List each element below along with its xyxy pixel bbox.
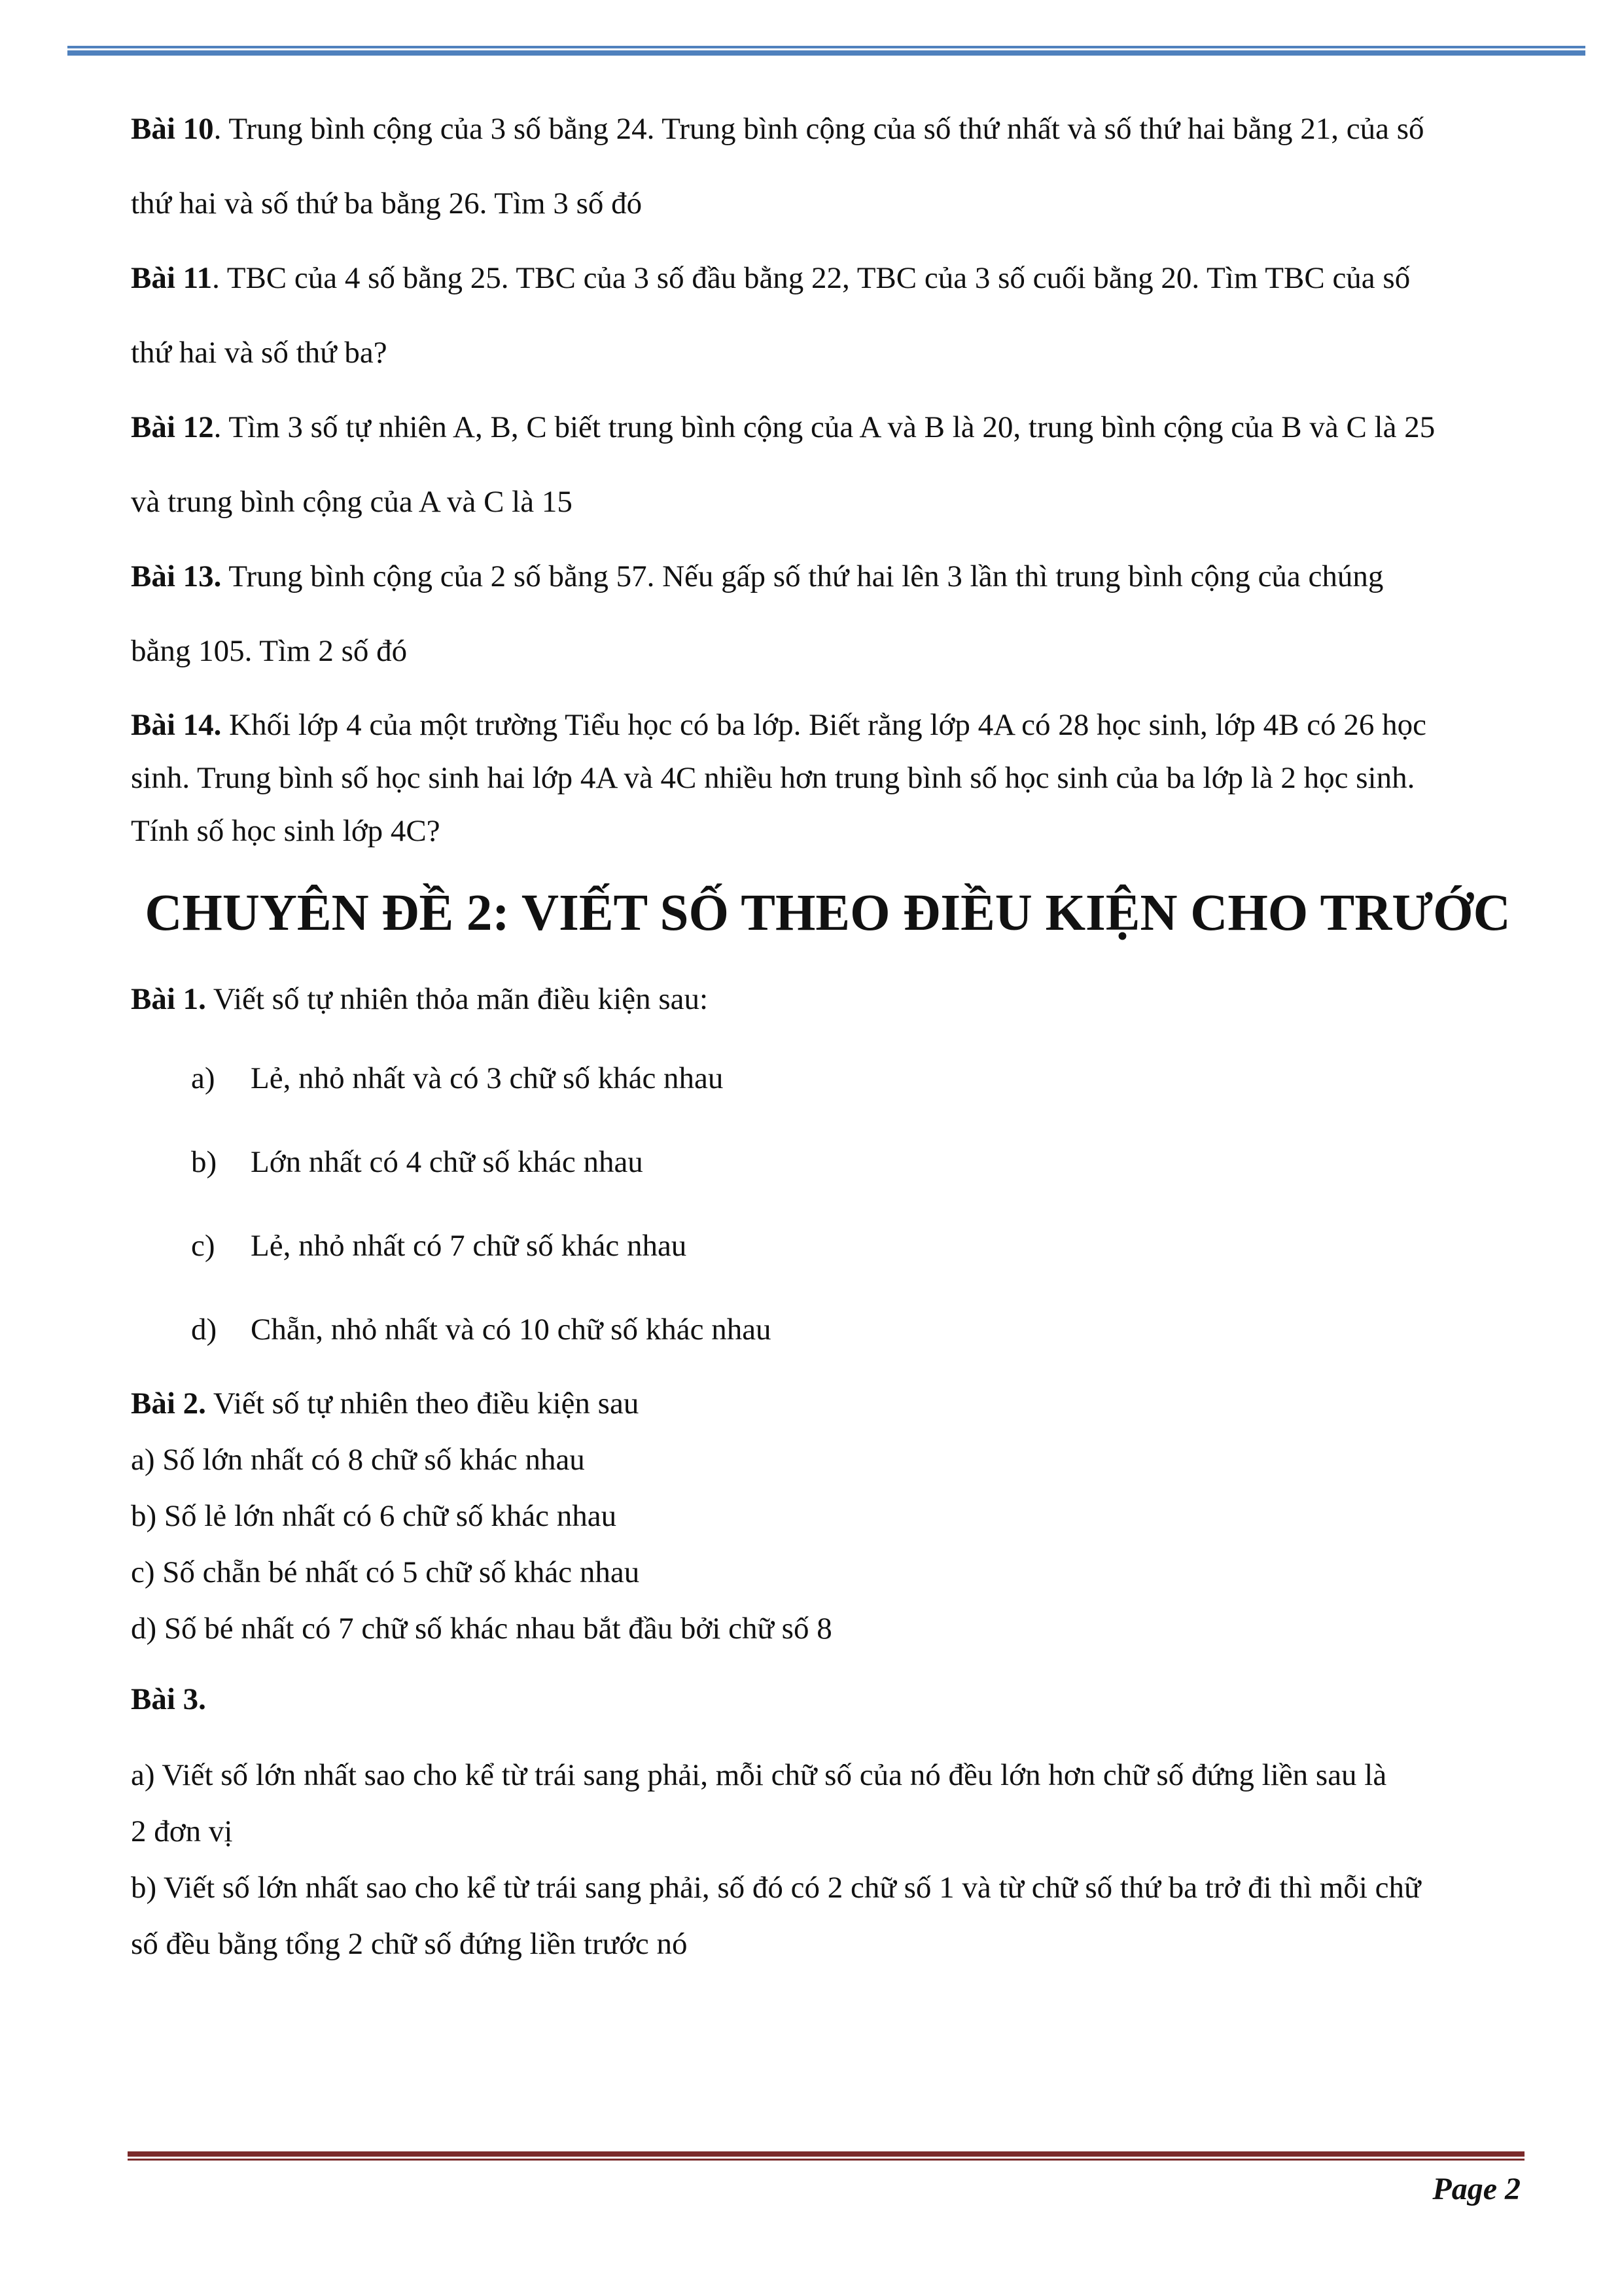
problem-text: Viết số tự nhiên thỏa mãn điều kiện sau: xyxy=(213,982,709,1016)
problem-12: Bài 12. Tìm 3 số tự nhiên A, B, C biết trung bình cộng của A và B là 20, trung bình cộng của B và C là 25 và trung bình cộng của A và C là 15 xyxy=(131,390,1525,539)
problem-text: Trung bình cộng của 2 số bằng 57. Nếu gấp số thứ hai lên 3 lần thì trung bình cộng của chúng xyxy=(228,559,1384,593)
problem-3 xyxy=(131,1671,1525,1972)
problem-text: Khối lớp 4 của một trường Tiểu học có ba lớp. Biết rằng lớp 4A có 28 học sinh, lớp 4B có 26 học xyxy=(229,708,1426,742)
problem-label: Bài 11 xyxy=(131,261,213,295)
problem-text: số đều bằng tổng 2 chữ số đứng liền trước nó xyxy=(131,1927,688,1961)
problem-text: Trung bình cộng của 3 số bằng 24. Trung bình cộng của số thứ nhất và số thứ hai bằng 21, của số xyxy=(228,112,1424,146)
problem-text: bằng 105. Tìm 2 số đó xyxy=(131,634,408,668)
problem-label: Bài 14. xyxy=(131,708,222,742)
header-rule xyxy=(67,46,1585,56)
problem-label: Bài 2. xyxy=(131,1386,206,1421)
page-content xyxy=(131,92,1525,1972)
problem-11: Bài 11. TBC của 4 số bằng 25. TBC của 3 số đầu bằng 22, TBC của 3 số cuối bằng 20. Tìm TBC của số thứ hai và số thứ ba? xyxy=(131,241,1525,390)
list-item: d) Chẵn, nhỏ nhất và có 10 chữ số khác nhau xyxy=(191,1313,771,1347)
list-item: c) Lẻ, nhỏ nhất có 7 chữ số khác nhau xyxy=(191,1229,687,1263)
problem-text: a) Viết số lớn nhất sao cho kể từ trái sang phải, mỗi chữ số của nó đều lớn hơn chữ số đứng liền sau là xyxy=(131,1758,1387,1792)
problem-text: thứ hai và số thứ ba? xyxy=(131,336,387,370)
problem-text: thứ hai và số thứ ba bằng 26. Tìm 3 số đó xyxy=(131,186,643,221)
list-item: a) Số lớn nhất có 8 chữ số khác nhau xyxy=(131,1443,585,1477)
problem-label: Bài 12 xyxy=(131,410,214,444)
problem-label: Bài 13. xyxy=(131,559,222,593)
problem-text: sinh. Trung bình số học sinh hai lớp 4A và 4C nhiều hơn trung bình số học sinh của ba lớp là 2 học sinh. xyxy=(131,761,1415,795)
page-number: Page 2 xyxy=(1432,2172,1521,2206)
problem-text: Viết số tự nhiên theo điều kiện sau xyxy=(213,1386,639,1421)
problem-14 xyxy=(131,699,1525,858)
problem-label: Bài 10 xyxy=(131,112,214,146)
problem-label: Bài 1. xyxy=(131,982,206,1016)
section-title: CHUYÊN ĐỀ 2: VIẾT SỐ THEO ĐIỀU KIỆN CHO TRƯỚC xyxy=(145,885,1511,942)
problem-text: b) Viết số lớn nhất sao cho kể từ trái sang phải, số đó có 2 chữ số 1 và từ chữ số thứ ba trở đi thì mỗi chữ xyxy=(131,1871,1421,1905)
problem-text: TBC của 4 số bằng 25. TBC của 3 số đầu bằng 22, TBC của 3 số cuối bằng 20. Tìm TBC của số xyxy=(226,261,1411,295)
list-item: b) Số lẻ lớn nhất có 6 chữ số khác nhau xyxy=(131,1499,617,1533)
sub-question-list xyxy=(131,1036,1525,1371)
list-item: d) Số bé nhất có 7 chữ số khác nhau bắt đầu bởi chữ số 8 xyxy=(131,1612,832,1646)
problem-10: Bài 10. Trung bình cộng của 3 số bằng 24. Trung bình cộng của số thứ nhất và số thứ hai bằng 21, của số thứ hai và số thứ ba bằng 26. Tìm 3 số đó xyxy=(131,92,1525,241)
problem-13 xyxy=(131,539,1525,688)
problem-text: Tính số học sinh lớp 4C? xyxy=(131,814,440,848)
list-item: a) Lẻ, nhỏ nhất và có 3 chữ số khác nhau xyxy=(191,1061,724,1095)
problem-text: 2 đơn vị xyxy=(131,1814,233,1848)
list-item: c) Số chẵn bé nhất có 5 chữ số khác nhau xyxy=(131,1555,640,1589)
problem-1 xyxy=(131,962,1525,1371)
problem-text: và trung bình cộng của A và C là 15 xyxy=(131,485,573,519)
problem-text: Tìm 3 số tự nhiên A, B, C biết trung bình cộng của A và B là 20, trung bình cộng của B và C là 25 xyxy=(228,410,1436,444)
problem-2 xyxy=(131,1375,1525,1657)
footer-rule xyxy=(128,2151,1525,2161)
problem-label: Bài 3. xyxy=(131,1682,206,1716)
list-item: b) Lớn nhất có 4 chữ số khác nhau xyxy=(191,1145,643,1179)
